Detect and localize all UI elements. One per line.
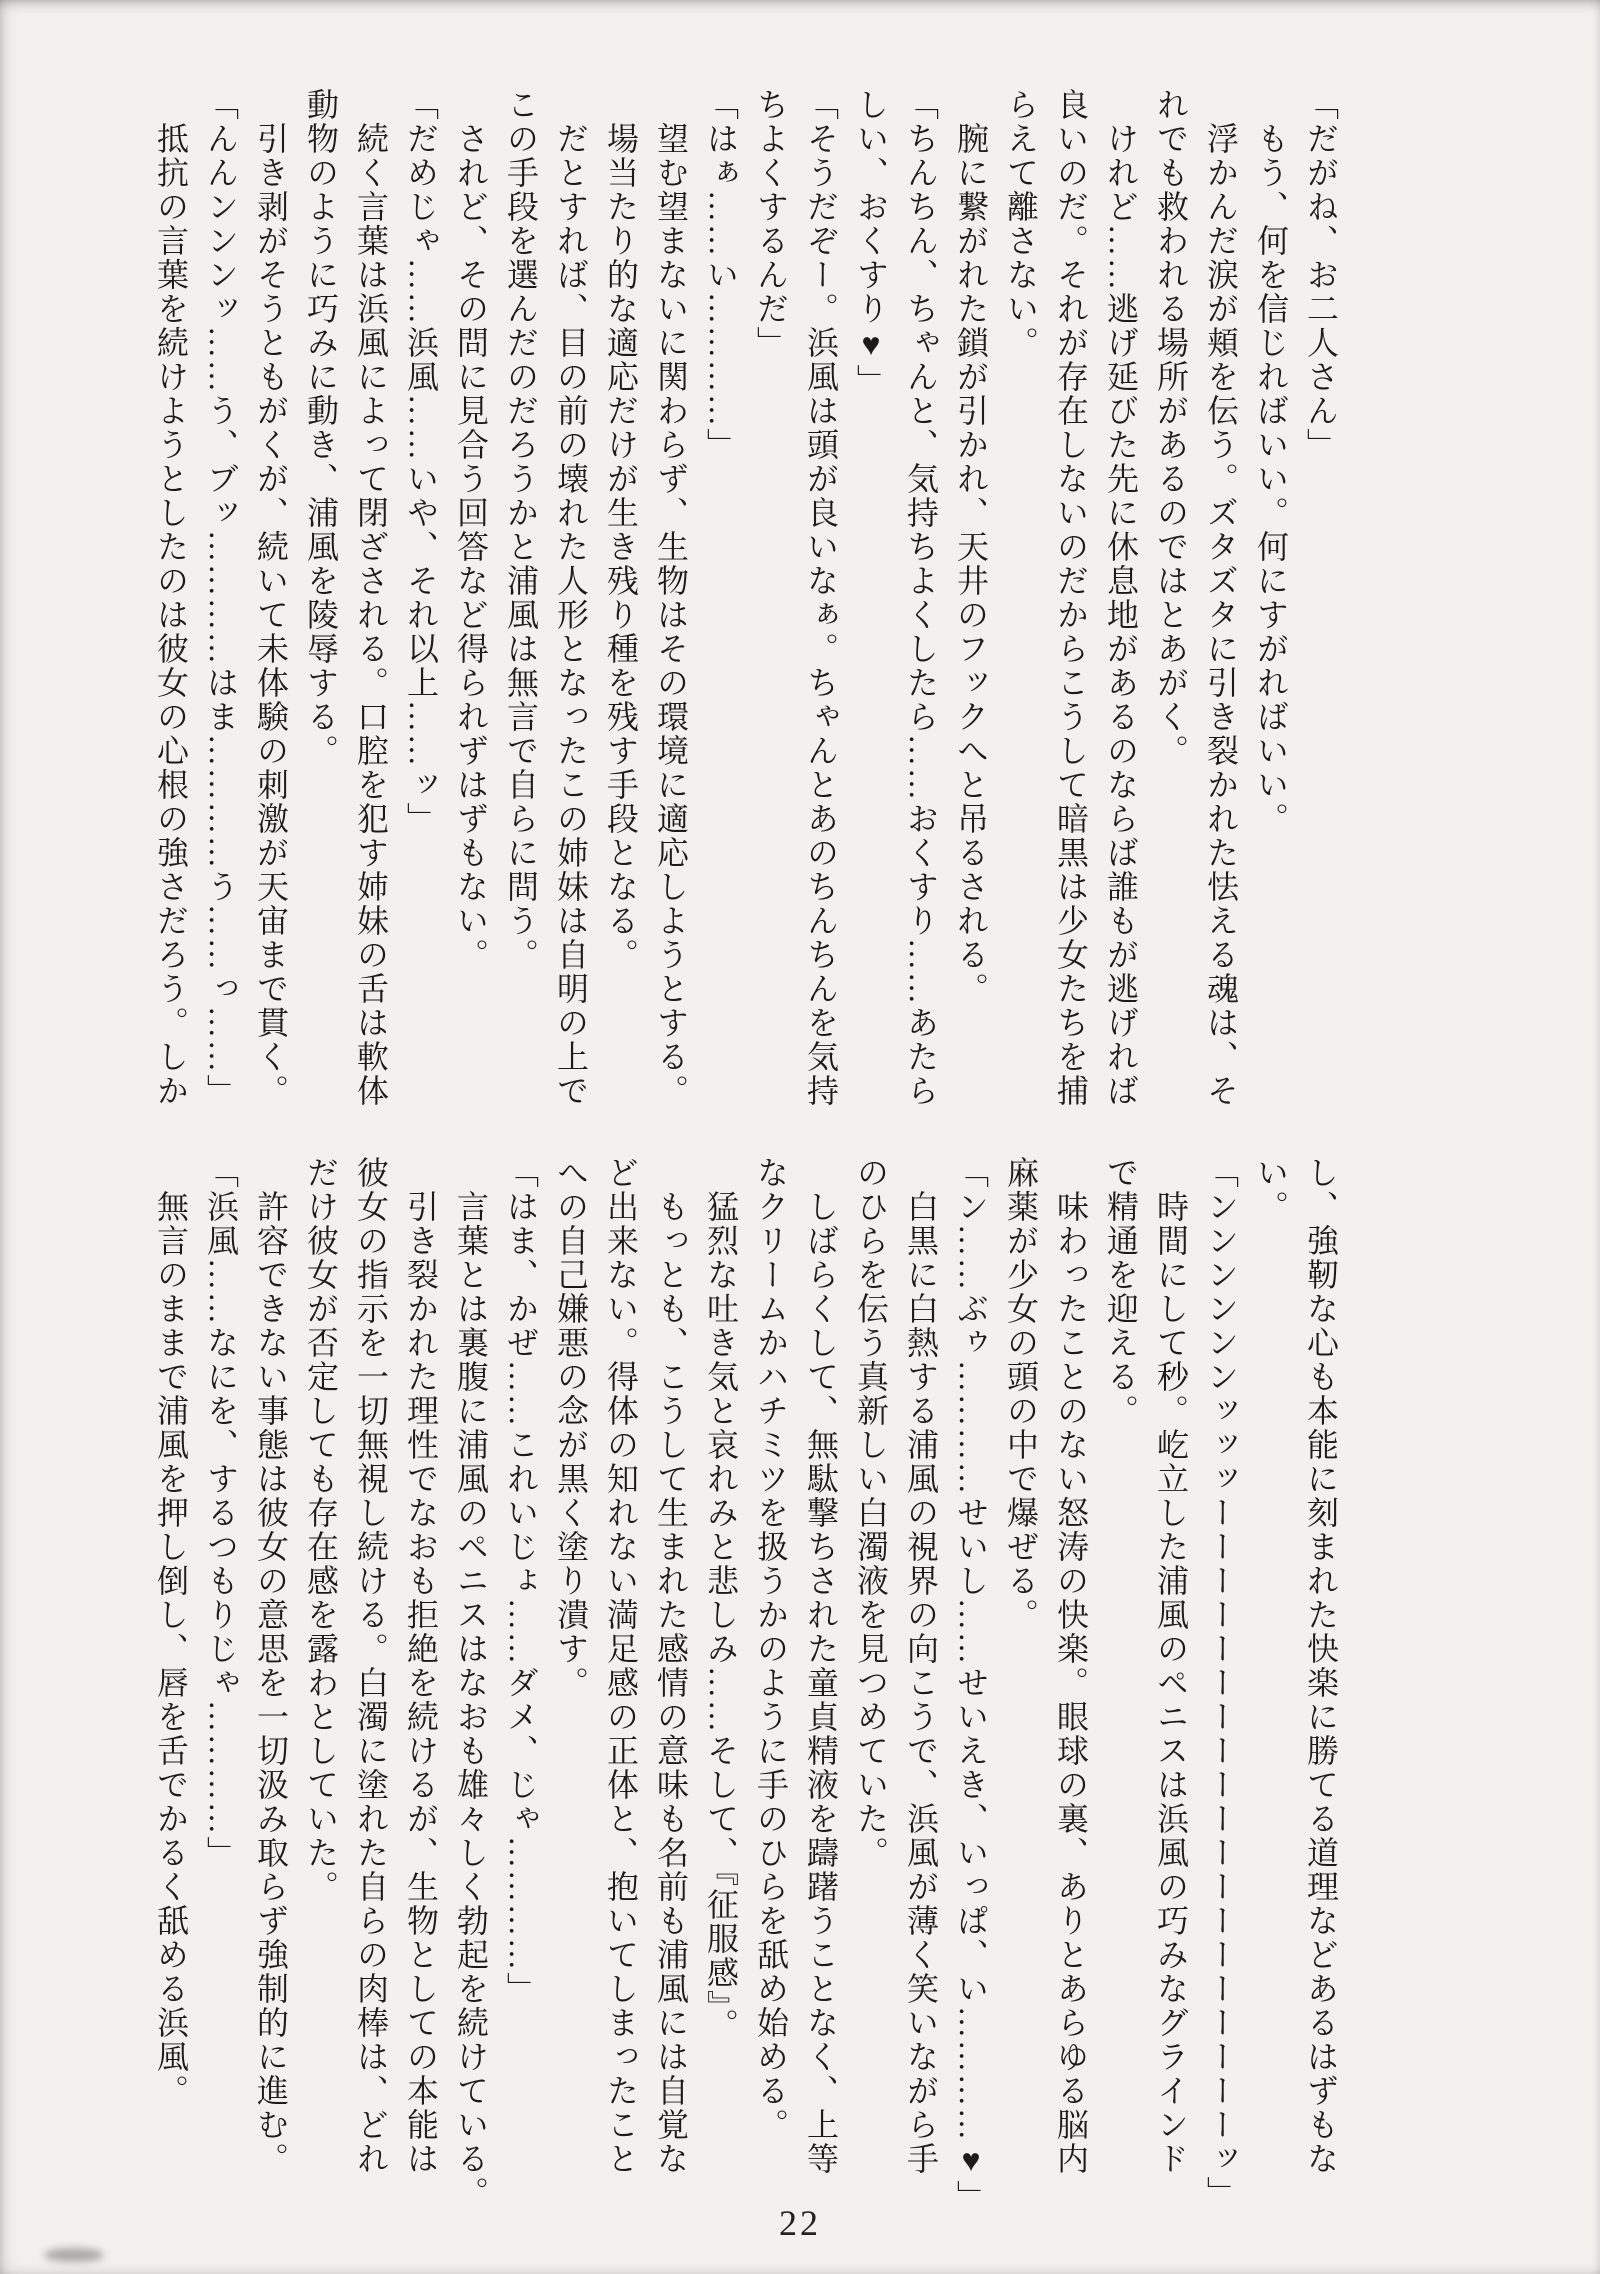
text-column: 白黒に白熱する浦風の視界の向こうで、浜風が薄く笑いながら手: [903, 1156, 939, 2176]
text-column: 「んんンンンッ……う、ブッ…………はま…………う……っ……」: [203, 88, 239, 1108]
text-column: だけ彼女が否定しても存在感を露わとしていた。: [303, 1156, 339, 1904]
text-column: 「ン……ぶゥ…………せいし……せいえき、いっぱ、い…………♥」: [953, 1156, 989, 2214]
text-column: されど、その問に見合う回答など得られずはずもない。: [453, 88, 489, 972]
text-column: しい、おくすり♥」: [853, 88, 889, 398]
text-column: 彼女の指示を一切無視し続ける。白濁に塗れた自らの肉棒は、どれ: [353, 1156, 389, 2176]
text-column: れでも救われる場所があるのではとあがく。: [1153, 88, 1189, 768]
text-column: 望む望まないに関わらず、生物はその環境に適応しようとする。: [653, 88, 689, 1108]
text-column: 場当たり的な適応だけが生き残り種を残す手段となる。: [603, 88, 639, 972]
text-column: 味わったことのない怒涛の快楽。眼球の裏、ありとあらゆる脳内: [1053, 1156, 1089, 2176]
text-column: のひらを伝う真新しい白濁液を見つめていた。: [853, 1156, 889, 1870]
text-block-bottom: [146, 1156, 1346, 2212]
text-column: 麻薬が少女の頭の中で爆ぜる。: [1003, 1156, 1039, 1632]
text-column: もう、何を信じればいい。何にすがればいい。: [1253, 88, 1289, 836]
text-column: 続く言葉は浜風によって閉ざされる。口腔を犯す姉妹の舌は軟体: [353, 88, 389, 1108]
text-column: 「はぁ……い…………」: [703, 88, 739, 462]
text-column: けれど……逃げ延びた先に休息地があるのならば誰もが逃げれば: [1103, 88, 1139, 1108]
text-column: もっとも、こうして生まれた感情の意味も名前も浦風には自覚な: [653, 1156, 689, 2176]
text-column: 「ンンンンンンッッッーーーーーーーーーーーーーーーーーーーッ」: [1203, 1156, 1239, 2210]
text-column: 動物のように巧みに動き、浦風を陵辱する。: [303, 88, 339, 768]
text-column: なクリームかハチミツを扱うかのように手のひらを舐め始める。: [753, 1156, 789, 2142]
text-column: 「はま、かぜ……これいじょ……ダメ、じゃ…………」: [503, 1156, 539, 2006]
text-column: 言葉とは裏腹に浦風のペニスはなおも雄々しく勃起を続けている。: [453, 1156, 489, 2210]
text-column: 「そうだぞー。浜風は頭が良いなぁ。ちゃんとあのちんちんを気持: [803, 88, 839, 1108]
text-column: 「浜風……なにを、するつもりじゃ…………」: [203, 1156, 239, 1870]
text-column: この手段を選んだのだろうかと浦風は無言で自らに問う。: [503, 88, 539, 972]
text-column: しばらくして、無駄撃ちされた童貞精液を躊躇うことなく、上等: [803, 1156, 839, 2176]
page-number: 22: [779, 2203, 821, 2243]
text-column: 引き剥がそうともがくが、続いて未体験の刺激が天宙まで貫く。: [253, 88, 289, 1108]
text-column: 抵抗の言葉を続けようとしたのは彼女の心根の強さだろう。しか: [153, 88, 189, 1108]
scan-smudge: [44, 2248, 104, 2262]
text-column: 「ちんちん、ちゃんと、気持ちよくしたら……おくすり……あたら: [903, 88, 939, 1108]
text-column: で精通を迎える。: [1103, 1156, 1139, 1428]
text-column: 時間にして秒。屹立した浦風のペニスは浜風の巧みなグラインド: [1153, 1156, 1189, 2176]
text-column: 「だがね、お二人さん」: [1303, 88, 1339, 462]
text-block-top: [146, 88, 1346, 1144]
text-column: 許容できない事態は彼女の意思を一切汲み取らず強制的に進む。: [253, 1156, 289, 2176]
text-column: 「だめじゃ……浜風……いや、それ以上……ッ」: [403, 88, 439, 836]
text-column: だとすれば、目の前の壊れた人形となったこの姉妹は自明の上で: [553, 88, 589, 1108]
text-column: 引き裂かれた理性でなおも拒絶を続けるが、生物としての本能は: [403, 1156, 439, 2176]
text-column: し、強靭な心も本能に刻まれた快楽に勝てる道理などあるはずもな: [1303, 1156, 1339, 2176]
text-column: 猛烈な吐き気と哀れみと悲しみ……そして、『征服感』。: [703, 1156, 739, 2042]
text-column: ちよくするんだ」: [753, 88, 789, 360]
text-column: 腕に繋がれた鎖が引かれ、天井のフックへと吊るされる。: [953, 88, 989, 1006]
text-column: 無言のままで浦風を押し倒し、唇を舌でかるく舐める浜風。: [153, 1156, 189, 2108]
text-column: 良いのだ。それが存在しないのだからこうして暗黒は少女たちを捕: [1053, 88, 1089, 1108]
text-column: 浮かんだ涙が頬を伝う。ズタズタに引き裂かれた怯える魂は、そ: [1203, 88, 1239, 1108]
text-column: への自己嫌悪の念が黒く塗り潰す。: [553, 1156, 589, 1700]
text-column: い。: [1253, 1156, 1289, 1224]
text-column: ど出来ない。得体の知れない満足感の正体と、抱いてしまったこと: [603, 1156, 639, 2176]
text-column: らえて離さない。: [1003, 88, 1039, 360]
